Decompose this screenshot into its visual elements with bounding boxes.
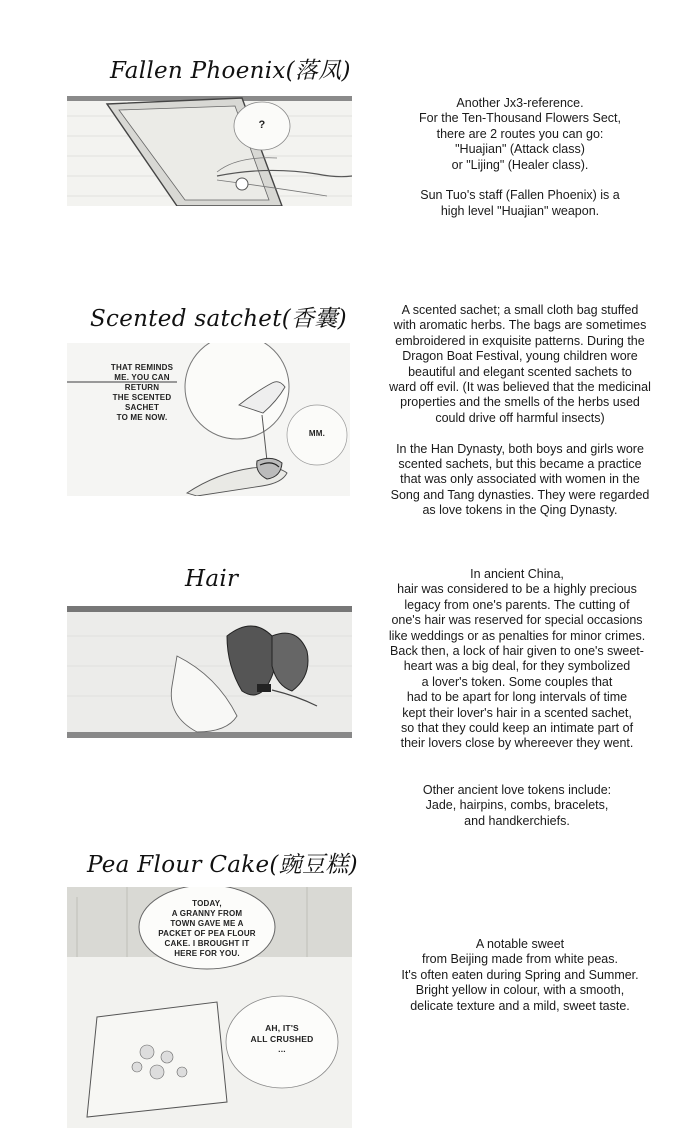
speech-bubble-mm: MM. [308,429,326,438]
note-scented-sachet: A scented sachet; a small cloth bag stuffed with aromatic herbs. The bags are sometimes embroidered in exquisite patterns. During the Dragon Boat Festival, young children wore beautiful and elegant scented sachets to ward off evil. (It was believed that the medicinal properties and the smells of the herbs used could drive off harmful insects) In the Han Dynasty, both boys and girls wore scented sachets, but this became a practice that was only associated with women in the Song and Tang dynasties. They were regarded as love tokens in the Qing Dynasty. [389,303,651,518]
note-pea-flour-cake: A notable sweet from Beijing made from white peas. It's often eaten during Spring and Summer. Bright yellow in colour, with a smooth, delicate texture and a mild, sweet taste. [401,937,639,1013]
manga-panel-fallen-phoenix [67,96,352,206]
section-title-hair: Hair [185,566,239,592]
manga-panel-hair [67,606,352,738]
note-hair: In ancient China, hair was considered to be a highly precious legacy from one's parents. The cutting of one's hair was reserved for special occasions like weddings or as penalties for minor crimes. Back then, a lock of hair given to one's sweet- heart was a big deal, for they symbolized a lover's token. Some couples that had to be apart for long intervals of time kept their lover's hair in a scented sachet, so that they could keep an intimate part of their lovers close by whereever they went. Other ancient love tokens include: Jade, hairpins, combs, bracelets, and handkerchiefs. [388,567,646,828]
section-title-fallen-phoenix: Fallen Phoenix(落凤) [110,58,351,84]
manga-panel-pea-flour-cake [67,887,352,1128]
speech-bubble-scented-sachet: THAT REMINDS ME. YOU CAN RETURN THE SCENTED SACHET TO ME NOW. [110,363,174,422]
note-fallen-phoenix: Another Jx3-reference. For the Ten-Thousand Flowers Sect, there are 2 routes you can go: "Huajian" (Attack class) or "Lijing" (Healer class). Sun Tuo's staff (Fallen Phoenix) is a high level "Huajian" weapon. [419,96,621,218]
section-title-scented-sachet: Scented satchet(香囊) [90,306,347,332]
speech-bubble-granny: TODAY, A GRANNY FROM TOWN GAVE ME A PACKET OF PEA FLOUR CAKE. I BROUGHT IT HERE FOR YOU. [158,899,256,958]
speech-bubble-crushed: AH, IT'S ALL CRUSHED ... [250,1023,314,1054]
speech-bubble-question: ? [258,119,266,131]
section-title-pea-flour-cake: Pea Flour Cake(豌豆糕) [87,852,358,878]
manga-panel-scented-sachet [67,343,350,496]
